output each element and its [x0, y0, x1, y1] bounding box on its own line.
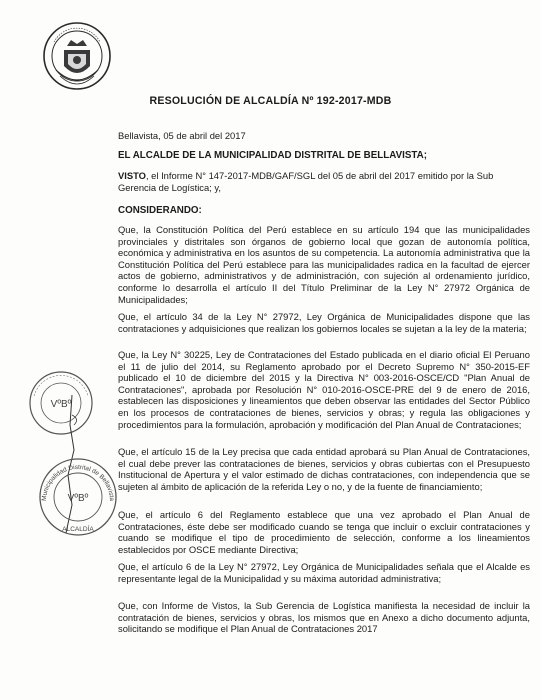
paragraph-1: Que, la Constitución Política del Perú establece en su artículo 194 que las municipalidades provinciales y distritales son órganos de gobierno local que gozan de autonomía política, económica y administrativa en los asuntos de su competencia. La autonomía administrativa que la Constitución Política del Perú establece para las municipalidades radica en la facultad de ejercer actos de gobierno, administrativos y de administración, con sujeción al ordenamiento jurídico, conforme lo desarrolla el artículo II del Título Preliminar de la Ley N° 27972 Orgánica de Municipalidades; — [118, 224, 530, 305]
visto-text: , el Informe N° 147-2017-MDB/GAF/SGL del 05 de abril del 2017 emitido por la Sub Gerencia de Logística; y, — [118, 170, 494, 193]
mayor-heading: EL ALCALDE DE LA MUNICIPALIDAD DISTRITAL DE BELLAVISTA; — [118, 150, 427, 161]
stamp1-label: VºBº — [50, 399, 72, 410]
stamp2-arc-text: Municipalidad Distrital de Bellavista — [40, 463, 116, 502]
paragraph-2: Que, el artículo 34 de la Ley N° 27972, Ley Orgánica de Municipalidades dispone que las contrataciones y adquisiciones que realizan los gobiernos locales se sujetan a la ley de la materia; — [118, 311, 530, 334]
paragraph-5: Que, el artículo 6 del Reglamento establece que una vez aprobado el Plan Anual de Contrataciones, éste debe ser modificado cuando se tenga que incluir o excluir contrataciones y cuando se modifique el tipo de procedimiento de selección, conforme a los lineamientos establecidos por OSCE mediante Directiva; — [118, 509, 530, 555]
paragraph-4: Que, el artículo 15 de la Ley precisa que cada entidad aprobará su Plan Anual de Contrataciones, el cual debe prever las contrataciones de bienes, servicios y obras cubiertas con el Presupuesto Institucional de Apertura y el valor estimado de dichas contrataciones, con independencia que se sujeten al ámbito de aplicación de la referida Ley o no, y de la fuente de financiamiento; — [118, 446, 530, 492]
stamp2-bottom-text: ALCALDÍA — [62, 526, 94, 533]
paragraph-6: Que, el artículo 6 de la Ley N° 27972, Ley Orgánica de Municipalidades señala que el Alcalde es representante legal de la Municipalidad y su máxima autoridad administrativa; — [118, 561, 530, 584]
date-line: Bellavista, 05 de abril del 2017 — [118, 130, 246, 141]
resolution-title: RESOLUCIÓN DE ALCALDÍA Nº 192-2017-MDB — [149, 95, 392, 107]
paragraph-3: Que, la Ley N° 30225, Ley de Contrataciones del Estado publicada en el diario oficial El Peruano el 11 de julio del 2014, su Reglamento aprobado por el Decreto Supremo N° 350-2015-EF publicado el 10 de diciembre del 2015 y la Directiva N° 003-2016-OSCE/CD "Plan Anual de Contrataciones", aprobada por Resolución N° 010-2016-OSCE-PRE del 9 de enero de 2016, establecen las disposiciones y lineamientos que deben observar las entidades del Sector Público en los procesos de contrataciones de bienes, servicios y obras; y regula las obligaciones y procedimientos para la formulación, aprobación y modificación del Plan Anual de Contrataciones; — [118, 349, 530, 430]
stamp2-label: VºBº — [67, 493, 89, 504]
visto-label: VISTO — [118, 170, 146, 181]
municipal-seal-logo — [40, 20, 114, 98]
visto-paragraph — [118, 170, 530, 193]
paragraph-7: Que, con Informe de Vistos, la Sub Gerencia de Logística manifiesta la necesidad de incluir la contratación de bienes, servicios y obras, los mismos que en Anexo a dicho documento adjunta, solicitando se modifique el Plan Anual de Contrataciones 2017 — [118, 600, 530, 635]
mayor-stamp — [36, 455, 120, 539]
considerando-heading: CONSIDERANDO: — [118, 205, 202, 216]
